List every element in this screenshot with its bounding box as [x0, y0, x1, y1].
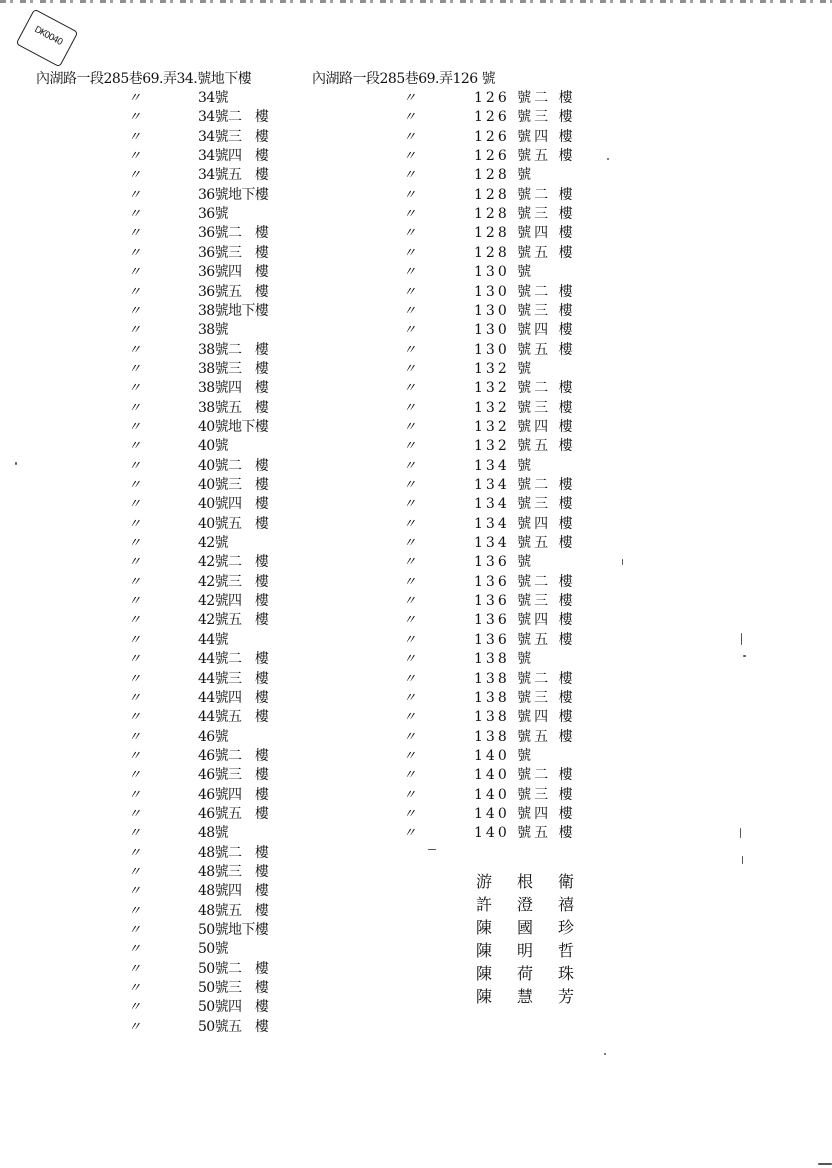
scan-speck — [622, 559, 623, 565]
ditto-mark: 〃 — [403, 149, 417, 164]
ditto-mark: 〃 — [403, 710, 417, 725]
name-character: 根 — [517, 872, 534, 891]
left-address-entry: 38號五 樓 — [198, 400, 269, 416]
name-character: 陳 — [476, 964, 493, 983]
ditto-mark: 〃 — [128, 207, 142, 222]
ditto-mark: 〃 — [403, 207, 417, 222]
right-address-entry: 138 號四 樓 — [474, 709, 576, 725]
ditto-mark: 〃 — [403, 594, 417, 609]
left-address-entry: 48號二 樓 — [198, 845, 269, 861]
left-address-entry: 50號 — [198, 941, 229, 957]
ditto-mark: 〃 — [403, 91, 417, 106]
ditto-mark: 〃 — [128, 575, 142, 590]
ditto-mark: 〃 — [128, 788, 142, 803]
right-address-entry: 138 號五 樓 — [474, 729, 576, 745]
name-character: 國 — [517, 918, 534, 937]
ditto-mark: 〃 — [403, 768, 417, 783]
left-address-entry: 36號五 樓 — [198, 284, 269, 300]
right-address-entry: 136 號四 樓 — [474, 612, 576, 628]
right-address-entry: 126 號四 樓 — [474, 129, 576, 145]
name-row — [476, 962, 599, 985]
right-address-entry: 134 號 — [474, 458, 535, 474]
ditto-mark: 〃 — [128, 672, 142, 687]
name-character: 芳 — [558, 987, 575, 1006]
ditto-mark: 〃 — [128, 401, 142, 416]
right-address-entry: 136 號 — [474, 554, 535, 570]
right-address-entry: 132 號三 樓 — [474, 400, 576, 416]
left-address-entry: 46號五 樓 — [198, 806, 269, 822]
ditto-mark: 〃 — [128, 439, 142, 454]
right-address-entry: 130 號三 樓 — [474, 303, 576, 319]
name-character: 珍 — [558, 918, 575, 937]
scan-speck — [428, 849, 436, 850]
ditto-mark: 〃 — [403, 691, 417, 706]
ditto-mark: 〃 — [403, 246, 417, 261]
left-address-entry: 42號五 樓 — [198, 612, 269, 628]
right-address-entry: 132 號五 樓 — [474, 438, 576, 454]
ditto-mark: 〃 — [403, 285, 417, 300]
ditto-mark: 〃 — [403, 226, 417, 241]
scan-speck — [604, 1053, 606, 1055]
ditto-mark: 〃 — [128, 265, 142, 280]
name-character: 禧 — [558, 895, 575, 914]
right-address-entry: 138 號二 樓 — [474, 671, 576, 687]
ditto-mark: 〃 — [128, 110, 142, 125]
ditto-mark: 〃 — [128, 865, 142, 880]
corner-stamp: DK0040 — [16, 9, 79, 68]
left-address-entry: 36號四 樓 — [198, 264, 269, 280]
right-address-entry: 130 號二 樓 — [474, 284, 576, 300]
ditto-mark: 〃 — [128, 497, 142, 512]
ditto-mark: 〃 — [128, 285, 142, 300]
left-column-header: 內湖路一段285巷69.弄34.號地下樓 — [36, 71, 252, 87]
ditto-mark: 〃 — [403, 188, 417, 203]
scan-speck — [741, 633, 742, 645]
ditto-mark: 〃 — [128, 691, 142, 706]
ditto-mark: 〃 — [403, 130, 417, 145]
left-address-entry: 34號三 樓 — [198, 129, 269, 145]
ditto-mark: 〃 — [128, 91, 142, 106]
right-column-header: 內湖路一段285巷69.弄126 號 — [312, 71, 496, 87]
right-address-entry: 130 號五 樓 — [474, 342, 576, 358]
ditto-mark: 〃 — [128, 304, 142, 319]
left-address-entry: 34號 — [198, 90, 229, 106]
ditto-mark: 〃 — [128, 1000, 142, 1015]
right-address-entry: 128 號五 樓 — [474, 245, 576, 261]
name-row — [476, 870, 599, 893]
ditto-mark: 〃 — [128, 323, 142, 338]
ditto-mark: 〃 — [128, 536, 142, 551]
left-address-entry: 40號五 樓 — [198, 516, 269, 532]
ditto-mark: 〃 — [403, 439, 417, 454]
right-address-entry: 128 號三 樓 — [474, 206, 576, 222]
left-address-entry: 42號 — [198, 535, 229, 551]
right-address-entry: 140 號五 樓 — [474, 825, 576, 841]
name-character: 陳 — [476, 987, 493, 1006]
scan-speck — [818, 1163, 832, 1165]
scan-speck — [743, 655, 746, 657]
ditto-mark: 〃 — [403, 401, 417, 416]
right-address-entry: 140 號 — [474, 748, 535, 764]
name-character: 許 — [476, 895, 493, 914]
left-address-entry: 34號二 樓 — [198, 109, 269, 125]
name-character: 陳 — [476, 918, 493, 937]
left-address-entry: 50號三 樓 — [198, 980, 269, 996]
left-address-entry: 44號五 樓 — [198, 709, 269, 725]
left-address-entry: 44號三 樓 — [198, 671, 269, 687]
ditto-mark: 〃 — [403, 420, 417, 435]
left-address-entry: 40號四 樓 — [198, 496, 269, 512]
scan-speck — [15, 462, 17, 465]
ditto-mark: 〃 — [128, 478, 142, 493]
right-address-entry: 130 號四 樓 — [474, 322, 576, 338]
ditto-mark: 〃 — [128, 633, 142, 648]
ditto-mark: 〃 — [403, 633, 417, 648]
ditto-mark: 〃 — [403, 478, 417, 493]
ditto-mark: 〃 — [128, 381, 142, 396]
left-address-entry: 38號二 樓 — [198, 342, 269, 358]
left-address-entry: 38號三 樓 — [198, 361, 269, 377]
ditto-mark: 〃 — [403, 730, 417, 745]
ditto-mark: 〃 — [128, 962, 142, 977]
ditto-mark: 〃 — [403, 826, 417, 841]
ditto-mark: 〃 — [403, 517, 417, 532]
right-address-entry: 132 號二 樓 — [474, 380, 576, 396]
ditto-mark: 〃 — [403, 168, 417, 183]
name-row — [476, 939, 599, 962]
ditto-mark: 〃 — [128, 613, 142, 628]
left-address-entry: 48號五 樓 — [198, 903, 269, 919]
right-address-entry: 132 號四 樓 — [474, 419, 576, 435]
left-address-entry: 36號地下樓 — [198, 187, 269, 203]
scan-edge-noise — [0, 0, 832, 3]
left-address-entry: 36號三 樓 — [198, 245, 269, 261]
left-address-entry: 46號三 樓 — [198, 767, 269, 783]
ditto-mark: 〃 — [128, 807, 142, 822]
right-address-entry: 128 號四 樓 — [474, 225, 576, 241]
left-address-entry: 44號四 樓 — [198, 690, 269, 706]
right-address-entry: 138 號 — [474, 651, 535, 667]
left-address-entry: 38號 — [198, 322, 229, 338]
scan-speck — [740, 828, 741, 838]
ditto-mark: 〃 — [128, 884, 142, 899]
right-address-entry: 136 號二 樓 — [474, 574, 576, 590]
right-address-entry: 140 號二 樓 — [474, 767, 576, 783]
ditto-mark: 〃 — [128, 459, 142, 474]
ditto-mark: 〃 — [128, 904, 142, 919]
left-address-entry: 46號 — [198, 729, 229, 745]
name-row — [476, 893, 599, 916]
name-character: 荷 — [517, 964, 534, 983]
right-address-entry: 136 號五 樓 — [474, 632, 576, 648]
ditto-mark: 〃 — [128, 981, 142, 996]
ditto-mark: 〃 — [403, 343, 417, 358]
left-address-entry: 50號地下樓 — [198, 922, 269, 938]
right-address-entry: 126 號三 樓 — [474, 109, 576, 125]
scan-speck — [742, 856, 743, 864]
left-address-entry: 46號二 樓 — [198, 748, 269, 764]
ditto-mark: 〃 — [128, 652, 142, 667]
ditto-mark: 〃 — [128, 420, 142, 435]
ditto-mark: 〃 — [128, 942, 142, 957]
ditto-mark: 〃 — [128, 846, 142, 861]
left-address-entry: 40號 — [198, 438, 229, 454]
left-address-entry: 48號三 樓 — [198, 864, 269, 880]
name-row — [476, 985, 599, 1008]
right-address-entry: 134 號四 樓 — [474, 516, 576, 532]
left-address-entry: 48號四 樓 — [198, 883, 269, 899]
right-address-entry: 134 號三 樓 — [474, 496, 576, 512]
right-address-entry: 134 號五 樓 — [474, 535, 576, 551]
ditto-mark: 〃 — [403, 749, 417, 764]
right-address-entry: 140 號三 樓 — [474, 787, 576, 803]
left-address-entry: 34號五 樓 — [198, 167, 269, 183]
name-character: 澄 — [517, 895, 534, 914]
right-address-entry: 130 號 — [474, 264, 535, 280]
left-address-entry: 42號四 樓 — [198, 593, 269, 609]
left-address-entry: 48號 — [198, 825, 229, 841]
scan-speck — [607, 158, 609, 160]
ditto-mark: 〃 — [128, 188, 142, 203]
left-address-entry: 36號二 樓 — [198, 225, 269, 241]
name-character: 明 — [517, 941, 534, 960]
left-address-entry: 50號五 樓 — [198, 1019, 269, 1035]
resident-name-list — [476, 870, 599, 1008]
name-character: 珠 — [558, 964, 575, 983]
ditto-mark: 〃 — [403, 613, 417, 628]
left-address-entry: 38號四 樓 — [198, 380, 269, 396]
ditto-mark: 〃 — [128, 343, 142, 358]
ditto-mark: 〃 — [403, 807, 417, 822]
ditto-mark: 〃 — [403, 323, 417, 338]
left-address-entry: 44號二 樓 — [198, 651, 269, 667]
right-address-entry: 140 號四 樓 — [474, 806, 576, 822]
ditto-mark: 〃 — [128, 710, 142, 725]
right-address-entry: 134 號二 樓 — [474, 477, 576, 493]
name-row — [476, 916, 599, 939]
ditto-mark: 〃 — [403, 304, 417, 319]
ditto-mark: 〃 — [403, 265, 417, 280]
left-address-entry: 44號 — [198, 632, 229, 648]
left-address-entry: 38號地下樓 — [198, 303, 269, 319]
left-address-entry: 34號四 樓 — [198, 148, 269, 164]
ditto-mark: 〃 — [128, 130, 142, 145]
ditto-mark: 〃 — [128, 362, 142, 377]
ditto-mark: 〃 — [128, 226, 142, 241]
ditto-mark: 〃 — [128, 826, 142, 841]
left-address-entry: 42號三 樓 — [198, 574, 269, 590]
ditto-mark: 〃 — [403, 788, 417, 803]
ditto-mark: 〃 — [403, 459, 417, 474]
ditto-mark: 〃 — [128, 149, 142, 164]
ditto-mark: 〃 — [403, 652, 417, 667]
right-address-entry: 126 號二 樓 — [474, 90, 576, 106]
left-address-entry: 40號二 樓 — [198, 458, 269, 474]
ditto-mark: 〃 — [403, 362, 417, 377]
ditto-mark: 〃 — [403, 381, 417, 396]
left-address-entry: 36號 — [198, 206, 229, 222]
ditto-mark: 〃 — [128, 1020, 142, 1035]
right-address-entry: 128 號二 樓 — [474, 187, 576, 203]
left-address-entry: 50號四 樓 — [198, 999, 269, 1015]
ditto-mark: 〃 — [403, 575, 417, 590]
right-address-entry: 132 號 — [474, 361, 535, 377]
name-character: 衛 — [558, 872, 575, 891]
ditto-mark: 〃 — [403, 555, 417, 570]
ditto-mark: 〃 — [403, 497, 417, 512]
ditto-mark: 〃 — [128, 768, 142, 783]
ditto-mark: 〃 — [128, 555, 142, 570]
ditto-mark: 〃 — [128, 594, 142, 609]
right-address-entry: 126 號五 樓 — [474, 148, 576, 164]
ditto-mark: 〃 — [403, 672, 417, 687]
name-character: 游 — [476, 872, 493, 891]
ditto-mark: 〃 — [403, 536, 417, 551]
name-character: 陳 — [476, 941, 493, 960]
left-address-entry: 42號二 樓 — [198, 554, 269, 570]
ditto-mark: 〃 — [128, 749, 142, 764]
right-address-entry: 136 號三 樓 — [474, 593, 576, 609]
left-address-entry: 40號三 樓 — [198, 477, 269, 493]
right-address-entry: 138 號三 樓 — [474, 690, 576, 706]
name-character: 哲 — [558, 941, 575, 960]
left-address-entry: 50號二 樓 — [198, 961, 269, 977]
ditto-mark: 〃 — [128, 923, 142, 938]
right-address-entry: 128 號 — [474, 167, 535, 183]
left-address-entry: 40號地下樓 — [198, 419, 269, 435]
ditto-mark: 〃 — [128, 168, 142, 183]
name-character: 慧 — [517, 987, 534, 1006]
ditto-mark: 〃 — [128, 517, 142, 532]
ditto-mark: 〃 — [403, 110, 417, 125]
ditto-mark: 〃 — [128, 246, 142, 261]
left-address-entry: 46號四 樓 — [198, 787, 269, 803]
ditto-mark: 〃 — [128, 730, 142, 745]
